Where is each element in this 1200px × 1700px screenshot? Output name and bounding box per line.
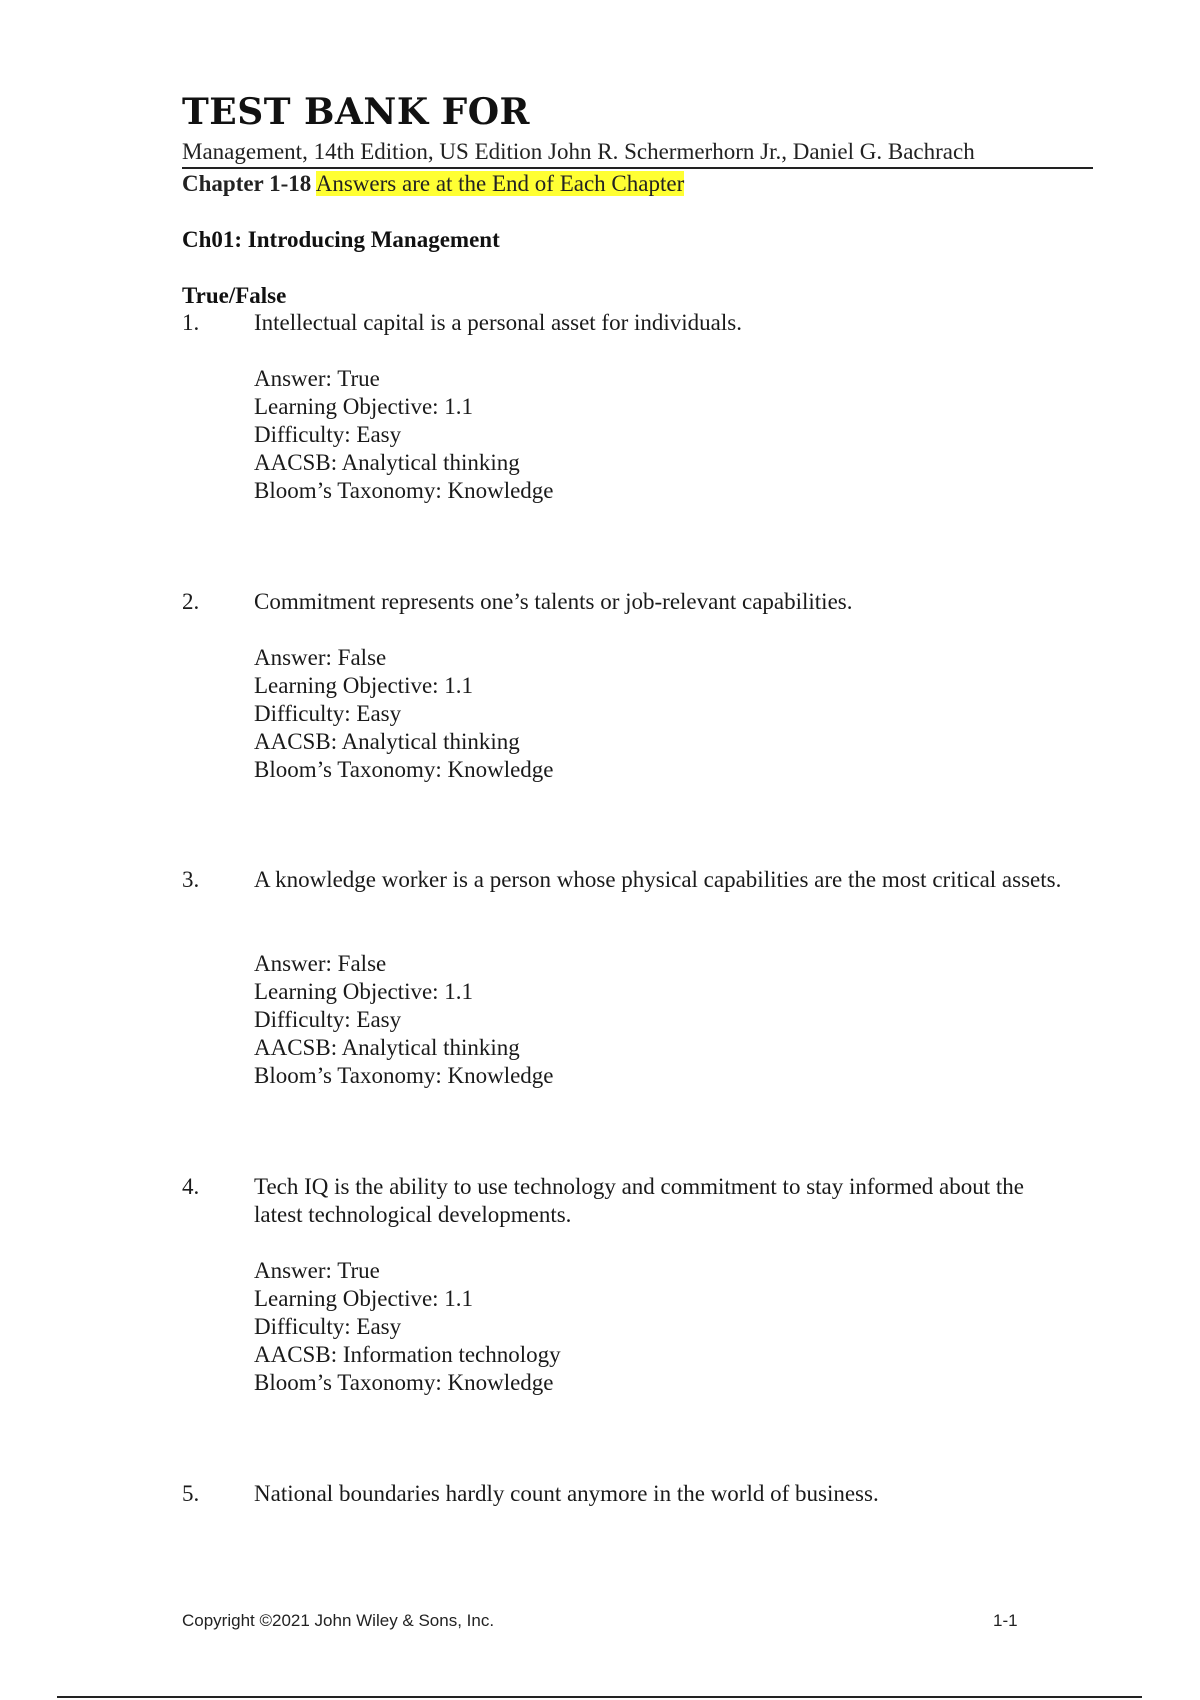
question-text: National boundaries hardly count anymore in the world of business. [254, 1481, 879, 1506]
question-text: Tech IQ is the ability to use technology and commitment to stay informed about the latest technological developments. [254, 1174, 1024, 1227]
answer-line: Answer: True [254, 1258, 380, 1283]
difficulty-line: Difficulty: Easy [254, 701, 402, 726]
header-divider [182, 167, 1093, 169]
answer-line: Answer: True [254, 366, 380, 391]
bloom-line: Bloom’s Taxonomy: Knowledge [254, 757, 554, 782]
question-text: Intellectual capital is a personal asset for individuals. [254, 310, 742, 335]
footer-page-number: 1-1 [993, 1611, 1018, 1630]
question-text: Commitment represents one’s talents or job-relevant capabilities. [254, 589, 853, 614]
bloom-line: Bloom’s Taxonomy: Knowledge [254, 1063, 554, 1088]
question-text: A knowledge worker is a person whose physical capabilities are the most critical assets. [254, 867, 1062, 892]
question-number: 2. [182, 589, 200, 614]
difficulty-line: Difficulty: Easy [254, 422, 402, 447]
learning-objective-line: Learning Objective: 1.1 [254, 394, 474, 419]
difficulty-line: Difficulty: Easy [254, 1007, 402, 1032]
answers-note-highlight: Answers are at the End of Each Chapter [315, 171, 685, 196]
learning-objective-line: Learning Objective: 1.1 [254, 979, 474, 1004]
difficulty-line: Difficulty: Easy [254, 1314, 402, 1339]
learning-objective-line: Learning Objective: 1.1 [254, 673, 474, 698]
question-number: 4. [182, 1174, 200, 1199]
chapter-heading: Ch01: Introducing Management [182, 227, 500, 252]
answer-line: Answer: False [254, 951, 387, 976]
footer-copyright: Copyright ©2021 John Wiley & Sons, Inc. [182, 1611, 495, 1630]
chapter-range-line [182, 170, 684, 198]
question-number: 3. [182, 867, 200, 892]
question-metadata [254, 1257, 561, 1397]
chapter-range: Chapter 1-18 [182, 171, 312, 196]
document-title: TEST BANK FOR [182, 91, 530, 133]
question-metadata [254, 644, 554, 784]
page-bottom-divider [57, 1696, 1142, 1698]
question-metadata [254, 365, 554, 505]
aacsb-line: AACSB: Analytical thinking [254, 450, 520, 475]
learning-objective-line: Learning Objective: 1.1 [254, 1286, 474, 1311]
question-number: 1. [182, 310, 200, 335]
section-heading: True/False [182, 283, 287, 308]
bloom-line: Bloom’s Taxonomy: Knowledge [254, 1370, 554, 1395]
question-number: 5. [182, 1481, 200, 1506]
aacsb-line: AACSB: Analytical thinking [254, 1035, 520, 1060]
aacsb-line: AACSB: Analytical thinking [254, 729, 520, 754]
book-subtitle: Management, 14th Edition, US Edition John R. Schermerhorn Jr., Daniel G. Bachrach [182, 139, 975, 164]
answer-line: Answer: False [254, 645, 387, 670]
question-metadata [254, 950, 554, 1090]
aacsb-line: AACSB: Information technology [254, 1342, 561, 1367]
bloom-line: Bloom’s Taxonomy: Knowledge [254, 478, 554, 503]
